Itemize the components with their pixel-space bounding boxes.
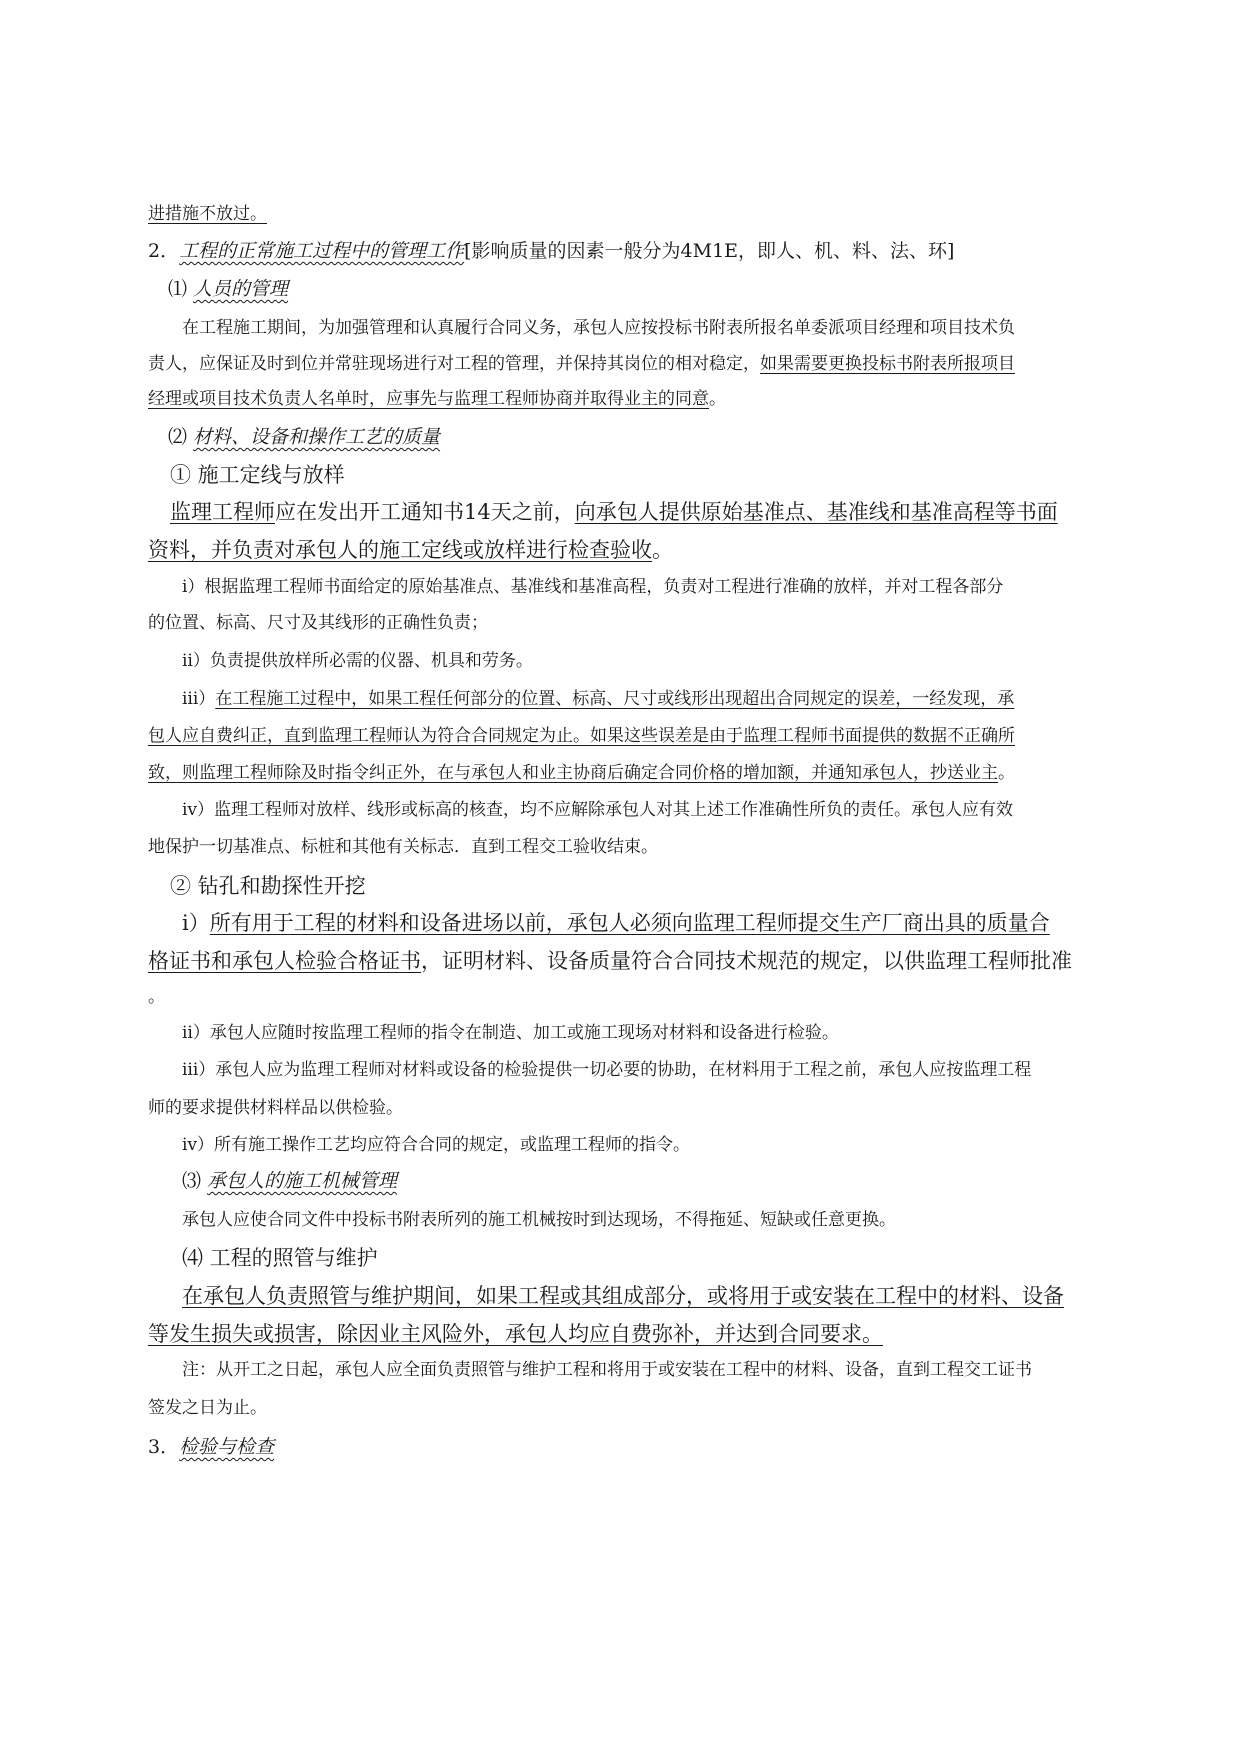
- paragraph-line: [182, 318, 1015, 339]
- subsection-heading: [182, 1170, 397, 1194]
- paragraph-line: [182, 1135, 690, 1156]
- text: ⅳ）监理工程师对放样、线形或标高的核查，均不应解除承包人对其上述工作准确性所负的责任。承包人应有效: [182, 800, 1014, 820]
- text: 。: [652, 538, 673, 562]
- paragraph-line: [182, 910, 1050, 936]
- section-heading: [148, 240, 954, 264]
- document-page: [148, 0, 1108, 1754]
- text: ② 钻孔和勘探性开挖: [170, 874, 366, 898]
- paragraph-line: [148, 1398, 267, 1419]
- paragraph-line: [182, 1283, 1064, 1309]
- text: 签发之日为止。: [148, 1398, 267, 1418]
- subsection-number: ⑶: [182, 1170, 208, 1192]
- paragraph-line: [148, 763, 1015, 784]
- subsection-title: 承包人的施工机械管理: [207, 1170, 398, 1192]
- text-underlined: 在承包人负责照管与维护期间，如果工程或其组成部分，或将用于或安装在工程中的材料、设备: [182, 1284, 1064, 1308]
- text: 责人，应保证及时到位并常驻现场进行对工程的管理，并保持其岗位的相对稳定，: [148, 354, 760, 374]
- text-underlined: 所有用于工程的材料和设备进场以前，承包人必须向监理工程师提交生产厂商出具的质量合: [209, 911, 1050, 935]
- paragraph-line: [148, 1098, 403, 1119]
- paragraph-line: [148, 948, 1072, 974]
- text-underlined: 经理或项目技术负责人名单时，应事先与监理工程师协商并取得业主的同意: [148, 389, 709, 409]
- subsection-title: 人员的管理: [193, 278, 289, 300]
- text-underlined: 格证书和承包人检验合格证书: [148, 949, 421, 973]
- paragraph-line: [182, 1210, 896, 1231]
- text: ⅱ）承包人应随时按监理工程师的指令在制造、加工或施工现场对材料和设备进行检验。: [182, 1023, 839, 1043]
- text: ⅰ）: [182, 911, 210, 935]
- item-heading: [170, 462, 345, 488]
- text-underlined: 致，则监理工程师除及时指令纠正外，在与承包人和业主协商后确定合同价格的增加额，并通知承包人，抄送业主: [148, 763, 998, 783]
- text: 承包人应使合同文件中投标书附表所列的施工机械按时到达现场，不得拖延、短缺或任意更换。: [182, 1210, 896, 1230]
- text: 师的要求提供材料样品以供检验。: [148, 1098, 403, 1118]
- text: ⅲ）承包人应为监理工程师对材料或设备的检验提供一切必要的协助，在材料用于工程之前，承包人应按监理工程: [182, 1060, 1032, 1080]
- paragraph-line: [148, 537, 673, 563]
- text: ⅳ）所有施工操作工艺均应符合合同的规定，或监理工程师的指令。: [182, 1135, 691, 1155]
- paragraph-line: [170, 499, 1058, 525]
- section-title: 检验与检查: [179, 1436, 275, 1458]
- paragraph-line: [148, 613, 488, 634]
- paragraph-line: [148, 987, 165, 1008]
- text-underlined: 资料，并负责对承包人的施工定线或放样进行检查验收: [148, 538, 652, 562]
- subsection-heading: [168, 278, 288, 302]
- text-underlined: 等发生损失或损害，除因业主风险外，承包人均应自费弥补，并达到合同要求。: [148, 1322, 883, 1346]
- text: ⅰ）根据监理工程师书面给定的原始基准点、基准线和基准高程，负责对工程进行准确的放样，并对工程各部分: [182, 577, 1004, 597]
- subsection-title: 材料、设备和操作工艺的质量: [193, 426, 441, 448]
- paragraph-line: [148, 726, 1015, 747]
- text: 注：从开工之日起，承包人应全面负责照管与维护工程和将用于或安装在工程中的材料、设备，直到工程交工证书: [182, 1360, 1032, 1380]
- section-title: 工程的正常施工过程中的管理工作: [179, 240, 465, 262]
- subsection-number: ⑵: [168, 426, 194, 448]
- text: 。: [148, 987, 165, 1007]
- text: 的位置、标高、尺寸及其线形的正确性负责；: [148, 613, 488, 633]
- paragraph-line: [148, 837, 658, 858]
- text-underlined: 包人应自费纠正，直到监理工程师认为符合合同规定为止。如果这些误差是由于监理工程师书面提供的数据不正确所: [148, 726, 1015, 746]
- paragraph-line: [182, 1023, 839, 1044]
- paragraph-line: [148, 354, 1015, 375]
- section-number: 3．: [148, 1436, 180, 1458]
- text: 地保护一切基准点、标桩和其他有关标志．直到工程交工验收结束。: [148, 837, 658, 857]
- text-underlined: 进措施不放过。: [148, 204, 267, 224]
- text: ⅱ）负责提供放样所必需的仪器、机具和劳务。: [182, 651, 533, 671]
- section-note: [影响质量的因素一般分为4M1E，即人、机、料、法、环]: [464, 240, 955, 262]
- paragraph-line: [182, 689, 1014, 710]
- text: ，证明材料、设备质量符合合同技术规范的规定，以供监理工程师批准: [421, 949, 1072, 973]
- subsection-heading: [168, 426, 440, 450]
- text: 。: [998, 763, 1015, 783]
- text: 应在发出开工通知书14天之前，: [275, 500, 575, 524]
- paragraph-line: [182, 1060, 1031, 1081]
- paragraph-line: [182, 800, 1013, 821]
- text: ⅲ）: [182, 689, 216, 709]
- text-underlined: 在工程施工过程中，如果工程任何部分的位置、标高、尺寸或线形出现超出合同规定的误差，一经发现，承: [215, 689, 1015, 709]
- item-heading: [170, 873, 366, 899]
- paragraph-line: [148, 204, 267, 225]
- text-underlined: 向承包人提供原始基准点、基准线和基准高程等书面: [574, 500, 1058, 524]
- text-underlined: 监理工程师: [170, 500, 275, 524]
- text: ① 施工定线与放样: [170, 463, 345, 487]
- section-number: 2．: [148, 240, 180, 262]
- section-heading: [148, 1436, 274, 1460]
- subsection-number: ⑴: [168, 278, 194, 300]
- text: 。: [709, 389, 726, 409]
- paragraph-line: [182, 651, 533, 672]
- paragraph-line: [148, 1321, 883, 1347]
- text-underlined: 如果需要更换投标书附表所报项目: [760, 354, 1015, 374]
- paragraph-line: [148, 389, 726, 410]
- item-heading: [182, 1245, 378, 1271]
- paragraph-line: [182, 1360, 1032, 1381]
- text: ⑷ 工程的照管与维护: [182, 1246, 378, 1270]
- text: 在工程施工期间，为加强管理和认真履行合同义务，承包人应按投标书附表所报名单委派项目经理和项目技术负: [182, 318, 1015, 338]
- paragraph-line: [182, 577, 1003, 598]
